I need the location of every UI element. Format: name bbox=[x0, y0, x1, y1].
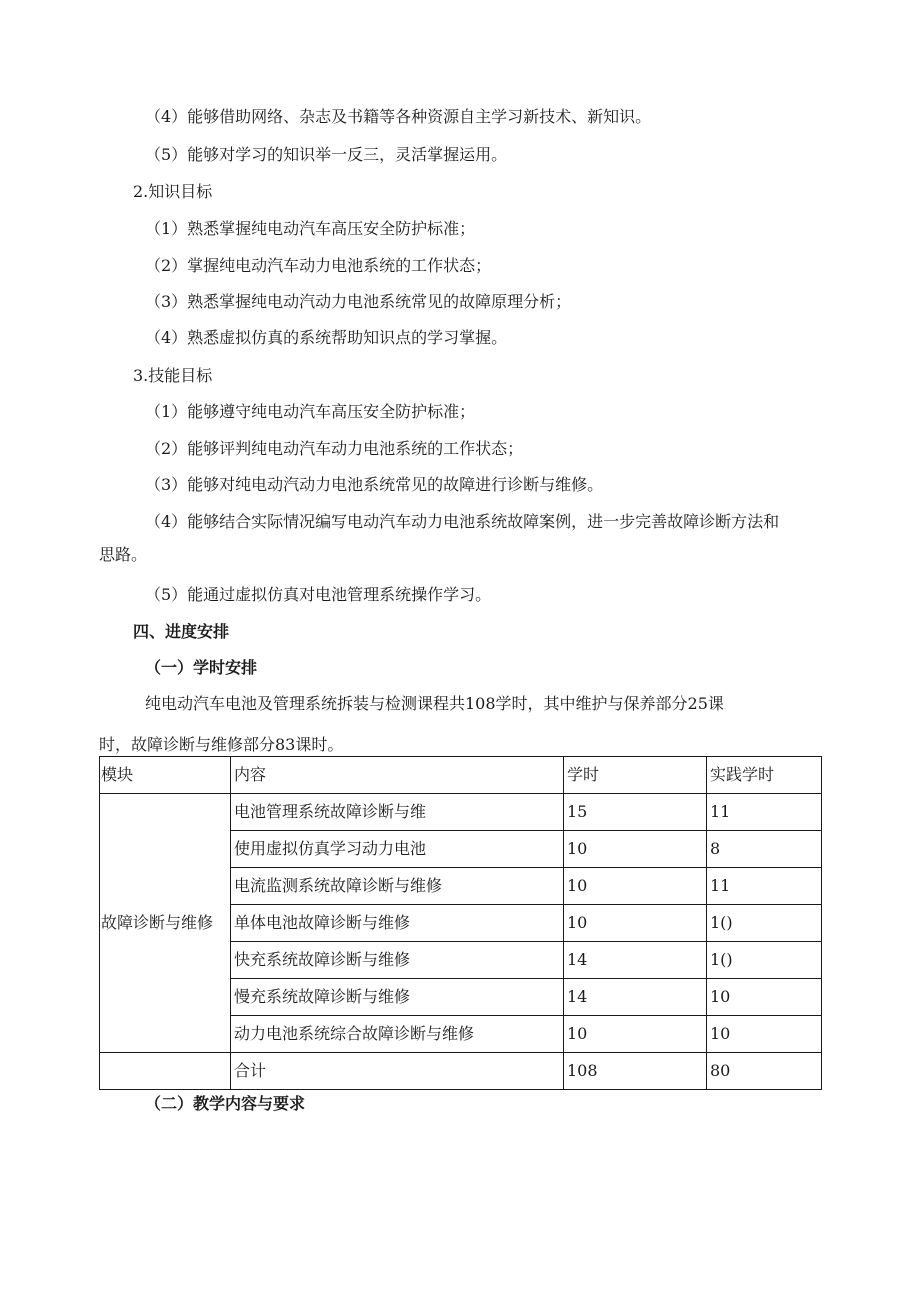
skills-item-2: （2）能够评判纯电动汽车动力电池系统的工作状态； bbox=[145, 439, 524, 458]
row-hours: 10 bbox=[564, 868, 707, 905]
module-cell: 故障诊断与维修 bbox=[100, 794, 231, 1053]
table-row bbox=[100, 794, 822, 831]
row-hours: 15 bbox=[564, 794, 707, 831]
skills-item-1: （1）能够遵守纯电动汽车高压安全防护标准； bbox=[145, 402, 476, 421]
row-hours: 10 bbox=[564, 1016, 707, 1053]
row-content: 单体电池故障诊断与维修 bbox=[231, 905, 564, 942]
knowledge-heading: 2.知识目标 bbox=[133, 182, 213, 201]
row-hours: 14 bbox=[564, 979, 707, 1016]
header-content: 内容 bbox=[231, 757, 564, 794]
row-practice: 1() bbox=[707, 942, 822, 979]
row-content: 动力电池系统综合故障诊断与维修 bbox=[231, 1016, 564, 1053]
row-practice: 1() bbox=[707, 905, 822, 942]
row-content: 电池管理系统故障诊断与维 bbox=[231, 794, 564, 831]
schedule-table bbox=[99, 756, 822, 1090]
knowledge-item-4: （4）熟悉虚拟仿真的系统帮助知识点的学习掌握。 bbox=[145, 328, 508, 347]
skills-item-3: （3）能够对纯电动汽动力电池系统常见的故障进行诊断与维修。 bbox=[145, 475, 604, 494]
ability-item-4: （4）能够借助网络、杂志及书籍等各种资源自主学习新技术、新知识。 bbox=[145, 107, 652, 126]
knowledge-item-1: （1）熟悉掌握纯电动汽车高压安全防护标准； bbox=[145, 219, 476, 238]
row-practice: 10 bbox=[707, 1016, 822, 1053]
table-header-row bbox=[100, 757, 822, 794]
skills-item-4-cont: 思路。 bbox=[99, 545, 148, 564]
header-module: 模块 bbox=[100, 757, 231, 794]
total-hours: 108 bbox=[564, 1053, 707, 1090]
row-hours: 10 bbox=[564, 831, 707, 868]
knowledge-item-2: （2）掌握纯电动汽车动力电池系统的工作状态； bbox=[145, 256, 492, 275]
total-empty-cell bbox=[100, 1053, 231, 1090]
row-content: 慢充系统故障诊断与维修 bbox=[231, 979, 564, 1016]
teaching-subheading: （二）教学内容与要求 bbox=[145, 1094, 306, 1113]
row-practice: 8 bbox=[707, 831, 822, 868]
row-practice: 11 bbox=[707, 868, 822, 905]
ability-item-5: （5）能够对学习的知识举一反三，灵活掌握运用。 bbox=[145, 145, 508, 164]
schedule-subheading: （一）学时安排 bbox=[145, 658, 258, 677]
row-content: 电流监测系统故障诊断与维修 bbox=[231, 868, 564, 905]
total-label: 合计 bbox=[231, 1053, 564, 1090]
row-hours: 14 bbox=[564, 942, 707, 979]
table-total-row bbox=[100, 1053, 822, 1090]
schedule-intro-line1: 纯电动汽车电池及管理系统拆装与检测课程共108学时，其中维护与保养部分25课 bbox=[145, 694, 724, 713]
row-content: 使用虚拟仿真学习动力电池 bbox=[231, 831, 564, 868]
row-practice: 11 bbox=[707, 794, 822, 831]
skills-item-5: （5）能通过虚拟仿真对电池管理系统操作学习。 bbox=[145, 585, 492, 604]
header-practice-hours: 实践学时 bbox=[707, 757, 822, 794]
total-practice: 80 bbox=[707, 1053, 822, 1090]
schedule-heading: 四、进度安排 bbox=[133, 622, 230, 641]
knowledge-item-3: （3）熟悉掌握纯电动汽动力电池系统常见的故障原理分析； bbox=[145, 292, 572, 311]
skills-heading: 3.技能目标 bbox=[133, 366, 213, 385]
row-hours: 10 bbox=[564, 905, 707, 942]
row-practice: 10 bbox=[707, 979, 822, 1016]
schedule-intro-line2: 时，故障诊断与维修部分83课时。 bbox=[99, 735, 344, 754]
skills-item-4: （4）能够结合实际情况编写电动汽车动力电池系统故障案例，进一步完善故障诊断方法和 bbox=[145, 512, 780, 531]
row-content: 快充系统故障诊断与维修 bbox=[231, 942, 564, 979]
header-hours: 学时 bbox=[564, 757, 707, 794]
